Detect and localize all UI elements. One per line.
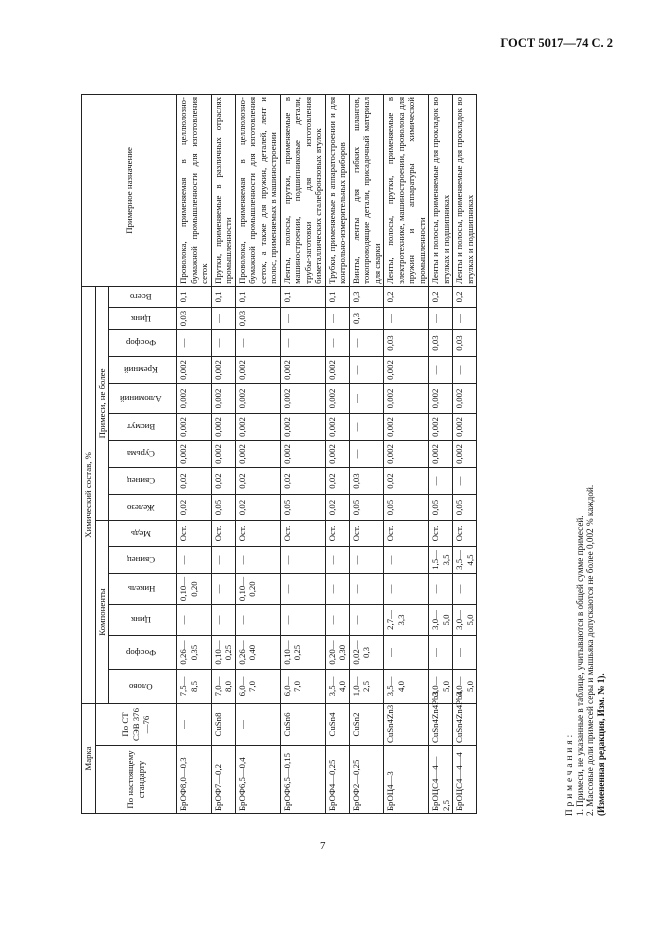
cell-total: 0,1 bbox=[211, 286, 235, 307]
cell-med: Ост. bbox=[349, 520, 384, 546]
cell-med: Ост. bbox=[211, 520, 235, 546]
cell-al: 0,002 bbox=[235, 383, 280, 413]
cell-olovo: 1,0—2,5 bbox=[349, 669, 384, 703]
cell-pb: 0,02 bbox=[211, 467, 235, 494]
cell-svinec: — bbox=[177, 546, 212, 573]
cell-olovo: 6,0—7,0 bbox=[235, 669, 280, 703]
cell-sev: CuSn4Zn4Pb4 bbox=[453, 703, 477, 745]
cell-svinec: 1,5—3,5 bbox=[429, 546, 453, 573]
cell-pb: 0,03 bbox=[349, 467, 384, 494]
cell-grade: БрОЦС4—4—4 bbox=[453, 746, 477, 814]
col-header: Алюминий bbox=[109, 383, 177, 413]
cell-sev: CuSn4Zn3 bbox=[384, 703, 429, 745]
col-header: Железо bbox=[109, 494, 177, 520]
cell-p: — bbox=[325, 329, 349, 356]
cell-cink: 2,7—3,3 bbox=[384, 604, 429, 635]
cell-sev: CuSn4Zn4Pb3 bbox=[429, 703, 453, 745]
cell-pb: — bbox=[453, 467, 477, 494]
cell-sb: 0,002 bbox=[280, 440, 325, 467]
composition-table bbox=[81, 94, 477, 814]
cell-olovo: 6,0—7,0 bbox=[280, 669, 325, 703]
cell-svinec: — bbox=[211, 546, 235, 573]
cell-p: 0,03 bbox=[429, 329, 453, 356]
cell-grade: БрОФ8,0—0,3 bbox=[177, 746, 212, 814]
cell-grade: БрОФ4—0,25 bbox=[325, 746, 349, 814]
cell-al: 0,002 bbox=[429, 383, 453, 413]
cell-si: — bbox=[429, 356, 453, 383]
cell-al: — bbox=[349, 383, 384, 413]
komp-header: Компоненты bbox=[95, 520, 109, 703]
cell-p: — bbox=[235, 329, 280, 356]
cell-grade: БрОФ6,5—0,4 bbox=[235, 746, 280, 814]
cell-fe: 0,05 bbox=[453, 494, 477, 520]
cell-bi: 0,002 bbox=[280, 413, 325, 440]
cell-med: Ост. bbox=[384, 520, 429, 546]
table-row bbox=[349, 95, 384, 814]
cell-grade: БрОЦ4—3 bbox=[384, 746, 429, 814]
cell-pb: 0,02 bbox=[235, 467, 280, 494]
cell-al: 0,002 bbox=[177, 383, 212, 413]
cell-si: 0,002 bbox=[325, 356, 349, 383]
cell-al: 0,002 bbox=[384, 383, 429, 413]
cell-total: 0,1 bbox=[235, 286, 280, 307]
cell-sev: CuSn2 bbox=[349, 703, 384, 745]
note-3: (Измененная редакция, Изм. № 1). bbox=[595, 673, 606, 816]
col-header: Олово bbox=[109, 669, 177, 703]
table-row bbox=[453, 95, 477, 814]
notes-title: Примечания: bbox=[564, 731, 574, 816]
cell-total: 0,1 bbox=[177, 286, 212, 307]
cell-med: Ост. bbox=[280, 520, 325, 546]
cell-sb: 0,002 bbox=[211, 440, 235, 467]
cell-svinec: — bbox=[235, 546, 280, 573]
cell-fosfor: 0,26—0,40 bbox=[235, 635, 280, 669]
cell-cink: 3,0—5,0 bbox=[429, 604, 453, 635]
notes bbox=[564, 96, 606, 816]
col-header: Никель bbox=[109, 573, 177, 604]
cell-total: 0,2 bbox=[384, 286, 429, 307]
cell-fe: 0,02 bbox=[235, 494, 280, 520]
cell-purpose: Ленты, полосы, прутки, применяемые в машиностроении, подшипниковые детали, трубы-заготовки для изготовления биметаллических сталебронзовых втулок bbox=[280, 95, 325, 287]
table-row bbox=[429, 95, 453, 814]
cell-sev: CuSn6 bbox=[280, 703, 325, 745]
cell-al: 0,002 bbox=[325, 383, 349, 413]
cell-fosfor: 0,10—0,25 bbox=[280, 635, 325, 669]
cell-zn: — bbox=[453, 307, 477, 329]
cell-olovo: 3,5—4,0 bbox=[384, 669, 429, 703]
cell-olovo: 3,0—5,0 bbox=[429, 669, 453, 703]
col-header: Цинк bbox=[109, 604, 177, 635]
table-row bbox=[235, 95, 280, 814]
cell-zn: — bbox=[384, 307, 429, 329]
cell-pb: 0,02 bbox=[177, 467, 212, 494]
cell-nikel: — bbox=[211, 573, 235, 604]
cell-fe: 0,05 bbox=[429, 494, 453, 520]
cell-bi: 0,002 bbox=[453, 413, 477, 440]
table-row bbox=[211, 95, 235, 814]
cell-sev: — bbox=[235, 703, 280, 745]
cell-fe: 0,02 bbox=[177, 494, 212, 520]
cell-al: 0,002 bbox=[211, 383, 235, 413]
cell-nikel: 0,10—0,20 bbox=[235, 573, 280, 604]
cell-fosfor: — bbox=[429, 635, 453, 669]
document-header: ГОСТ 5017—74 С. 2 bbox=[500, 36, 613, 50]
cell-sev: — bbox=[177, 703, 212, 745]
cell-olovo: 3,0—5,0 bbox=[453, 669, 477, 703]
cell-grade: БрОФ6,5—0,15 bbox=[280, 746, 325, 814]
col-header: Фосфор bbox=[109, 635, 177, 669]
cell-med: Ост. bbox=[325, 520, 349, 546]
cell-total: 0,1 bbox=[280, 286, 325, 307]
cell-fe: 0,05 bbox=[211, 494, 235, 520]
cell-zn: — bbox=[429, 307, 453, 329]
table-body bbox=[177, 95, 477, 814]
cell-al: 0,002 bbox=[280, 383, 325, 413]
rotated-content bbox=[81, 94, 606, 816]
cell-cink: 3,0—5,0 bbox=[453, 604, 477, 635]
cell-purpose: Ленты и полосы, применяемые для прокладок во втулках и подшипниках bbox=[453, 95, 477, 287]
cell-fe: 0,05 bbox=[384, 494, 429, 520]
col-header: Висмут bbox=[109, 413, 177, 440]
table-row bbox=[280, 95, 325, 814]
cell-bi: — bbox=[349, 413, 384, 440]
cell-zn: 0,03 bbox=[177, 307, 212, 329]
cell-olovo: 7,0—8,0 bbox=[211, 669, 235, 703]
cell-si: 0,002 bbox=[235, 356, 280, 383]
cell-nikel: — bbox=[429, 573, 453, 604]
sev-header: По СТ СЭВ 376—76 bbox=[95, 703, 177, 745]
cell-p: 0,03 bbox=[384, 329, 429, 356]
cell-p: 0,03 bbox=[453, 329, 477, 356]
cell-fe: 0,02 bbox=[325, 494, 349, 520]
cell-olovo: 7,5—8,5 bbox=[177, 669, 212, 703]
cell-svinec: — bbox=[280, 546, 325, 573]
cell-svinec: 3,5—4,5 bbox=[453, 546, 477, 573]
cell-total: 0,3 bbox=[349, 286, 384, 307]
col-header: Сурьма bbox=[109, 440, 177, 467]
cell-purpose: Винты, ленты для гибких шлангов, токопроводящие детали, присадочный материал для сварки bbox=[349, 95, 384, 287]
cell-sb: 0,002 bbox=[429, 440, 453, 467]
cell-pb: 0,02 bbox=[280, 467, 325, 494]
cell-pb: 0,02 bbox=[325, 467, 349, 494]
cell-bi: 0,002 bbox=[177, 413, 212, 440]
cell-zn: — bbox=[325, 307, 349, 329]
cell-purpose: Трубки, применяемые в аппаратостроении и для контрольно-измерительных приборов bbox=[325, 95, 349, 287]
cell-fosfor: — bbox=[453, 635, 477, 669]
cell-p: — bbox=[211, 329, 235, 356]
cell-cink: — bbox=[177, 604, 212, 635]
note-1: 1. Примеси, не указанные в таблице, учитываются в общей сумме примесей. bbox=[574, 515, 585, 816]
cell-grade: БрОЦС4—4—2,5 bbox=[429, 746, 453, 814]
cell-cink: — bbox=[280, 604, 325, 635]
cell-si: 0,002 bbox=[384, 356, 429, 383]
cell-nikel: — bbox=[349, 573, 384, 604]
cell-zn: 0,03 bbox=[235, 307, 280, 329]
col-header: Всего bbox=[109, 286, 177, 307]
purpose-header: Примерное назначение bbox=[82, 95, 177, 287]
cell-fosfor: — bbox=[384, 635, 429, 669]
col-header: Цинк bbox=[109, 307, 177, 329]
cell-med: Ост. bbox=[453, 520, 477, 546]
col-header: Кремний bbox=[109, 356, 177, 383]
cell-grade: БрОФ7—0,2 bbox=[211, 746, 235, 814]
cell-fe: 0,05 bbox=[280, 494, 325, 520]
cell-olovo: 3,5—4,0 bbox=[325, 669, 349, 703]
cell-med: Ост. bbox=[235, 520, 280, 546]
chem-header: Химический состав, % bbox=[82, 286, 96, 703]
cell-sb: 0,002 bbox=[325, 440, 349, 467]
cell-sev: CuSn4 bbox=[325, 703, 349, 745]
cell-sb: 0,002 bbox=[177, 440, 212, 467]
cell-fosfor: 0,26—0,35 bbox=[177, 635, 212, 669]
cell-fe: 0,05 bbox=[349, 494, 384, 520]
col-header: Медь bbox=[109, 520, 177, 546]
cell-purpose: Ленты, полосы, прутки, применяемые в электротехнике, машиностроении, проволока для пружин и аппаратуры химической промышленности bbox=[384, 95, 429, 287]
cell-cink: — bbox=[349, 604, 384, 635]
cell-total: 0,1 bbox=[325, 286, 349, 307]
cell-si: 0,002 bbox=[177, 356, 212, 383]
cell-sev: CuSn8 bbox=[211, 703, 235, 745]
cell-zn: — bbox=[280, 307, 325, 329]
cell-pb: 0,02 bbox=[384, 467, 429, 494]
cell-fosfor: 0,02—0,3 bbox=[349, 635, 384, 669]
cell-p: — bbox=[280, 329, 325, 356]
nast-header: По настоящему стандарту bbox=[95, 746, 177, 814]
cell-zn: 0,3 bbox=[349, 307, 384, 329]
cell-si: — bbox=[453, 356, 477, 383]
cell-purpose: Проволока, применяемая в целлюлозно-бумажной промышленности для изготовления сеток bbox=[177, 95, 212, 287]
col-header: Фосфор bbox=[109, 329, 177, 356]
note-2: 2. Массовые доли примесей серы и мышьяка допускаются не более 0,002 % каждой. bbox=[585, 484, 595, 816]
cell-svinec: — bbox=[349, 546, 384, 573]
cell-bi: 0,002 bbox=[325, 413, 349, 440]
cell-purpose: Ленты и полосы, применяемые для прокладок во втулках и подшипниках bbox=[429, 95, 453, 287]
marka-header: Марка bbox=[82, 703, 96, 813]
cell-cink: — bbox=[211, 604, 235, 635]
table-row bbox=[177, 95, 212, 814]
cell-p: — bbox=[177, 329, 212, 356]
cell-cink: — bbox=[235, 604, 280, 635]
cell-total: 0,2 bbox=[453, 286, 477, 307]
cell-fosfor: 0,10—0,25 bbox=[211, 635, 235, 669]
cell-svinec: — bbox=[325, 546, 349, 573]
cell-bi: 0,002 bbox=[429, 413, 453, 440]
cell-si: 0,002 bbox=[280, 356, 325, 383]
table-row bbox=[384, 95, 429, 814]
page-number: 7 bbox=[320, 840, 326, 852]
cell-nikel: — bbox=[325, 573, 349, 604]
cell-bi: 0,002 bbox=[235, 413, 280, 440]
cell-purpose: Прутки, применяемые в различных отраслях промышленности bbox=[211, 95, 235, 287]
cell-med: Ост. bbox=[429, 520, 453, 546]
cell-cink: — bbox=[325, 604, 349, 635]
col-header: Свинец bbox=[109, 546, 177, 573]
col-header: Свинец bbox=[109, 467, 177, 494]
table-row bbox=[325, 95, 349, 814]
prim-header: Примеси, не более bbox=[95, 286, 109, 520]
cell-purpose: Проволока, применяемая в целлюлозно-бумажной промышленности для изготовления сеток, а также для пружин, деталей, лент и полос, применяемых в машиностроении bbox=[235, 95, 280, 287]
cell-sb: 0,002 bbox=[235, 440, 280, 467]
cell-sb: 0,002 bbox=[453, 440, 477, 467]
cell-nikel: 0,10—0,20 bbox=[177, 573, 212, 604]
cell-si: 0,002 bbox=[211, 356, 235, 383]
cell-med: Ост. bbox=[177, 520, 212, 546]
cell-svinec: — bbox=[384, 546, 429, 573]
cell-p: — bbox=[349, 329, 384, 356]
cell-bi: 0,002 bbox=[211, 413, 235, 440]
cell-sb: 0,002 bbox=[384, 440, 429, 467]
cell-si: — bbox=[349, 356, 384, 383]
cell-pb: — bbox=[429, 467, 453, 494]
cell-total: 0,2 bbox=[429, 286, 453, 307]
cell-fosfor: 0,20—0,30 bbox=[325, 635, 349, 669]
cell-al: 0,002 bbox=[453, 383, 477, 413]
cell-zn: — bbox=[211, 307, 235, 329]
cell-sb: — bbox=[349, 440, 384, 467]
cell-nikel: — bbox=[453, 573, 477, 604]
cell-bi: 0,002 bbox=[384, 413, 429, 440]
cell-nikel: — bbox=[384, 573, 429, 604]
cell-nikel: — bbox=[280, 573, 325, 604]
cell-grade: БрОФ2—0,25 bbox=[349, 746, 384, 814]
